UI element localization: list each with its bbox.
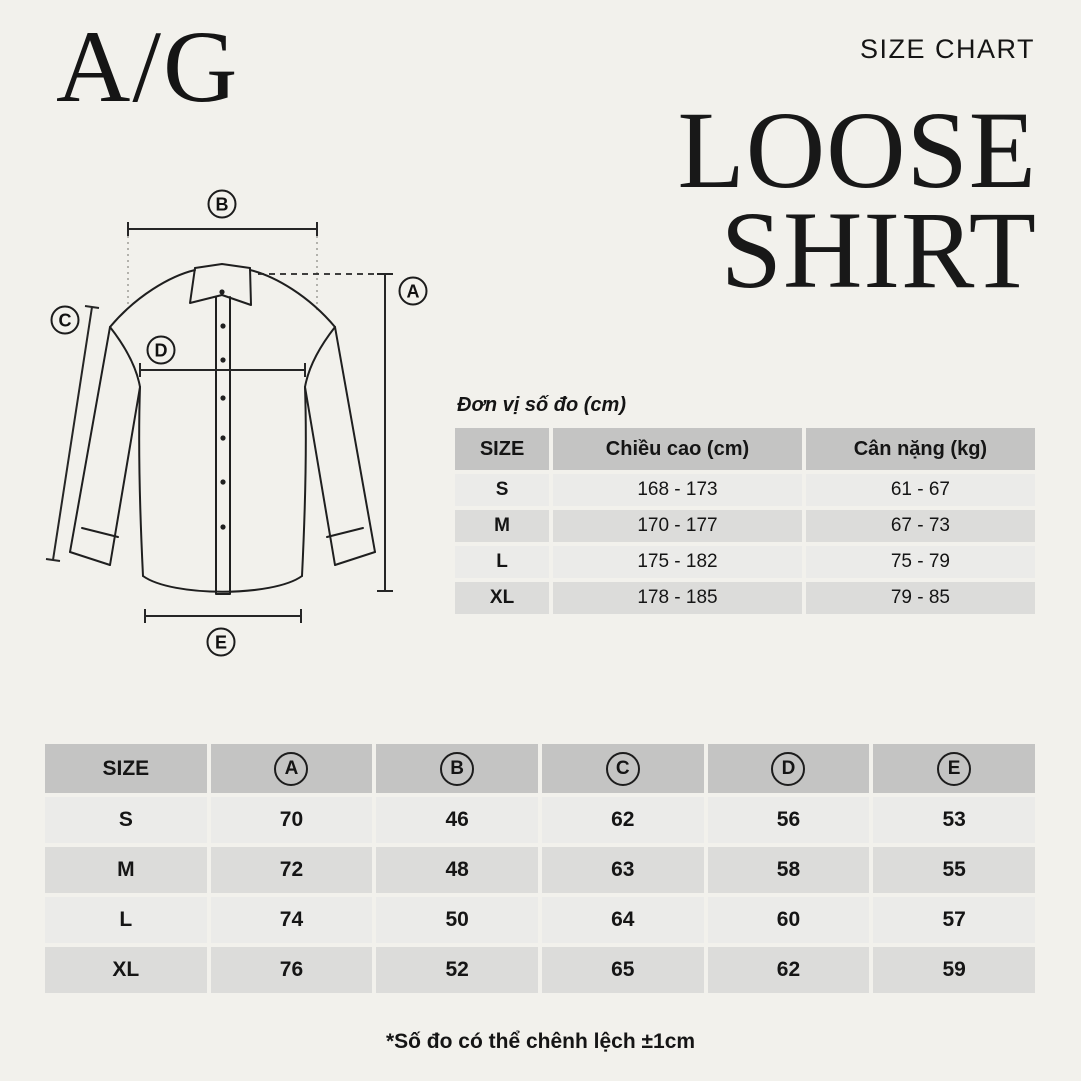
body-left (139, 387, 143, 576)
table-row (45, 847, 1035, 893)
measure-e: 57 (873, 897, 1035, 943)
table-row (455, 474, 1035, 506)
measure-a: 76 (211, 947, 373, 993)
column-header-d (708, 744, 870, 793)
table-row (45, 897, 1035, 943)
sleeve-right-outer (335, 327, 375, 552)
collar-flaps (190, 268, 251, 305)
marker-b-badge: B (440, 752, 474, 786)
table-row (45, 797, 1035, 843)
column-header-b (376, 744, 538, 793)
column-header-weight: Cân nặng (kg) (806, 428, 1035, 470)
armhole-right (305, 327, 335, 387)
measure-d: 58 (708, 847, 870, 893)
measure-line-a (377, 274, 393, 591)
height-weight-table (451, 424, 1039, 618)
armhole-left (110, 327, 140, 387)
sleeve-left-inner (110, 387, 140, 565)
column-header-size: SIZE (45, 744, 207, 793)
table-row (45, 947, 1035, 993)
weight-value: 75 - 79 (806, 546, 1035, 578)
product-title-line2: SHIRT (720, 189, 1037, 312)
measure-b: 48 (376, 847, 538, 893)
measure-b: 46 (376, 797, 538, 843)
measure-c: 64 (542, 897, 704, 943)
size-label: XL (45, 947, 207, 993)
product-title (677, 89, 1037, 312)
marker-c-badge: C (606, 752, 640, 786)
measure-line-b (128, 222, 317, 236)
button-2 (220, 357, 225, 362)
size-label: S (45, 797, 207, 843)
table-row (455, 510, 1035, 542)
cuff-right-bottom (335, 552, 375, 565)
measure-table-caption: Đơn vị số đo (cm) (457, 394, 626, 416)
garment-measurements-table (41, 740, 1039, 997)
collar-top-line (195, 264, 250, 268)
measure-b: 52 (376, 947, 538, 993)
shoulder-right (250, 270, 335, 327)
table-header-row (455, 428, 1035, 470)
column-header-height: Chiều cao (cm) (553, 428, 802, 470)
weight-value: 79 - 85 (806, 582, 1035, 614)
size-label: S (455, 474, 549, 506)
brand-logo: A/G (56, 10, 240, 124)
measure-a: 70 (211, 797, 373, 843)
column-header-size: SIZE (455, 428, 549, 470)
marker-b-label: B (215, 194, 229, 215)
measure-line-d (140, 363, 305, 377)
hem-curve (143, 576, 302, 592)
measure-c: 65 (542, 947, 704, 993)
size-label: M (45, 847, 207, 893)
column-header-a (211, 744, 373, 793)
cuff-left-bottom (70, 552, 110, 565)
measure-c: 62 (542, 797, 704, 843)
measure-c: 63 (542, 847, 704, 893)
button-4 (220, 435, 225, 440)
measure-d: 56 (708, 797, 870, 843)
measure-e: 55 (873, 847, 1035, 893)
sleeve-right-inner (305, 387, 335, 565)
measure-e: 53 (873, 797, 1035, 843)
marker-a-label: A (406, 281, 420, 302)
height-value: 178 - 185 (553, 582, 802, 614)
measure-b: 50 (376, 897, 538, 943)
weight-value: 67 - 73 (806, 510, 1035, 542)
measure-a: 74 (211, 897, 373, 943)
marker-c-label: C (58, 310, 72, 331)
cuff-left-seam (82, 528, 118, 537)
button-3 (220, 395, 225, 400)
size-label: XL (455, 582, 549, 614)
column-header-e (873, 744, 1035, 793)
cuff-right-seam (327, 528, 363, 537)
height-value: 168 - 173 (553, 474, 802, 506)
shoulder-left (110, 270, 195, 327)
table-header-row (45, 744, 1035, 793)
marker-d-badge: D (771, 752, 805, 786)
marker-e-badge: E (937, 752, 971, 786)
marker-e-label: E (214, 632, 228, 653)
tolerance-note: *Số đo có thể chênh lệch ±1cm (385, 1030, 696, 1053)
table-row (455, 546, 1035, 578)
height-value: 170 - 177 (553, 510, 802, 542)
size-chart-label: SIZE CHART (859, 34, 1035, 64)
shirt-line-art-icon (40, 180, 450, 665)
button-placket (216, 297, 230, 594)
marker-d-label: D (154, 340, 168, 361)
size-label: L (455, 546, 549, 578)
body-right (302, 387, 306, 576)
sleeve-left-outer (70, 327, 110, 552)
measure-d: 62 (708, 947, 870, 993)
height-value: 175 - 182 (553, 546, 802, 578)
size-label: L (45, 897, 207, 943)
column-header-c (542, 744, 704, 793)
weight-value: 61 - 67 (806, 474, 1035, 506)
measure-line-e (145, 609, 301, 623)
product-title-line1: LOOSE (677, 89, 1037, 211)
button-1 (220, 323, 225, 328)
measure-a: 72 (211, 847, 373, 893)
measure-d: 60 (708, 897, 870, 943)
size-label: M (455, 510, 549, 542)
shirt-measurement-diagram (40, 180, 450, 665)
button-5 (220, 479, 225, 484)
collar-button (219, 289, 224, 294)
marker-a-badge: A (274, 752, 308, 786)
table-row (455, 582, 1035, 614)
button-6 (220, 524, 225, 529)
measure-e: 59 (873, 947, 1035, 993)
